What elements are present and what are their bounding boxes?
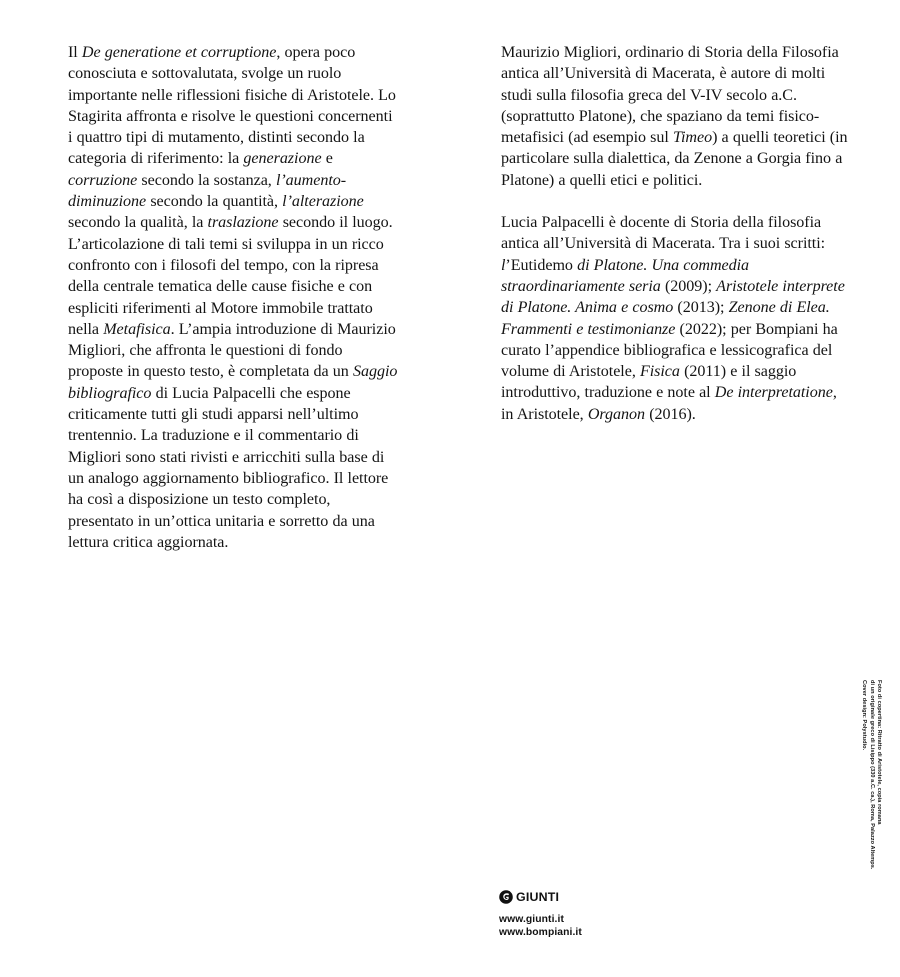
editor-bio-paragraph: Lucia Palpacelli è docente di Storia della filosofia antica all’Università di Macerata. Tra i suoi scritti: l’Eutidemo di Platone. Una commedia straordinariamente seria (2009); Aristotele interprete di Platone. Anima e cosmo (2013); Zenone di Elea. Frammenti e testimonianze (2022); per Bompiani ha curato l’appendice bibliografica e lessicografica del volume di Aristotele, Fisica (2011) e il saggio introduttivo, traduzione e note al De interpretatione, in Aristotele, Organon (2016).	[501, 214, 845, 423]
website-bompiani[interactable]: www.bompiani.it	[499, 927, 582, 939]
credit-line-3: Cover design: Polystudio.	[861, 680, 868, 751]
publisher-block	[499, 889, 679, 939]
author-bio-paragraph: Maurizio Migliori, ordinario di Storia della Filosofia antica all’Università di Macerata, è autore di molti studi sulla filosofia greca del V-IV secolo a.C. (soprattutto Platone), che spaziano da temi fisico-metafisici (ad esempio sul Timeo) a quelli teoretici (in particolare sulla dialettica, da Zenone a Gorgia fino a Platone) a quelli etici e politici.	[501, 44, 848, 189]
publisher-websites	[499, 913, 679, 939]
book-description-paragraph: Il De generatione et corruptione, opera poco conosciuta e sottovalutata, svolge un ruolo importante nelle riflessioni fisiche di Aristotele. Lo Stagirita affronta e risolve le questioni concernenti i quattro tipi di mutamento, distinti secondo la categoria di riferimento: la generazione e corruzione secondo la sostanza, l’aumento-diminuzione secondo la quantità, l’alterazione secondo la qualità, la traslazione secondo il luogo. L’articolazione di tali temi si sviluppa in un ricco confronto con i filosofi del tempo, con la ripresa della centrale tematica delle cause fisiche e con espliciti riferimenti al Motore immobile trattato nella Metafisica. L’ampia introduzione di Maurizio Migliori, che affronta le questioni di fondo proposte in questo testo, è completata da un Saggio bibliografico di Lucia Palpacelli che espone criticamente tutti gli studi apparsi nell’ultimo trentennio. La traduzione e il commentario di Migliori sono stati rivisti e arricchiti sulla base di un analogo aggiornamento bibliografico. Il lettore ha così a disposizione un testo completo, presentato in un’ottica unitaria e sorretto da una lettura critica aggiornata.	[68, 44, 398, 551]
publisher-name: GIUNTI	[516, 890, 560, 904]
contributor-bios-column	[501, 42, 853, 425]
cover-photo-credit	[856, 680, 882, 950]
giunti-circle-g-logo-icon	[499, 890, 513, 904]
website-giunti[interactable]: www.giunti.it	[499, 914, 564, 925]
book-description-column	[68, 42, 398, 553]
publisher-logo	[499, 889, 679, 905]
credit-line-1: Foto di copertina: Ritratto di Aristotele, copia romana	[876, 680, 882, 825]
credit-line-2: di un originale greco di Lisippo (330 a.C. ca.), Roma, Palazzo Altemps.	[868, 680, 875, 870]
